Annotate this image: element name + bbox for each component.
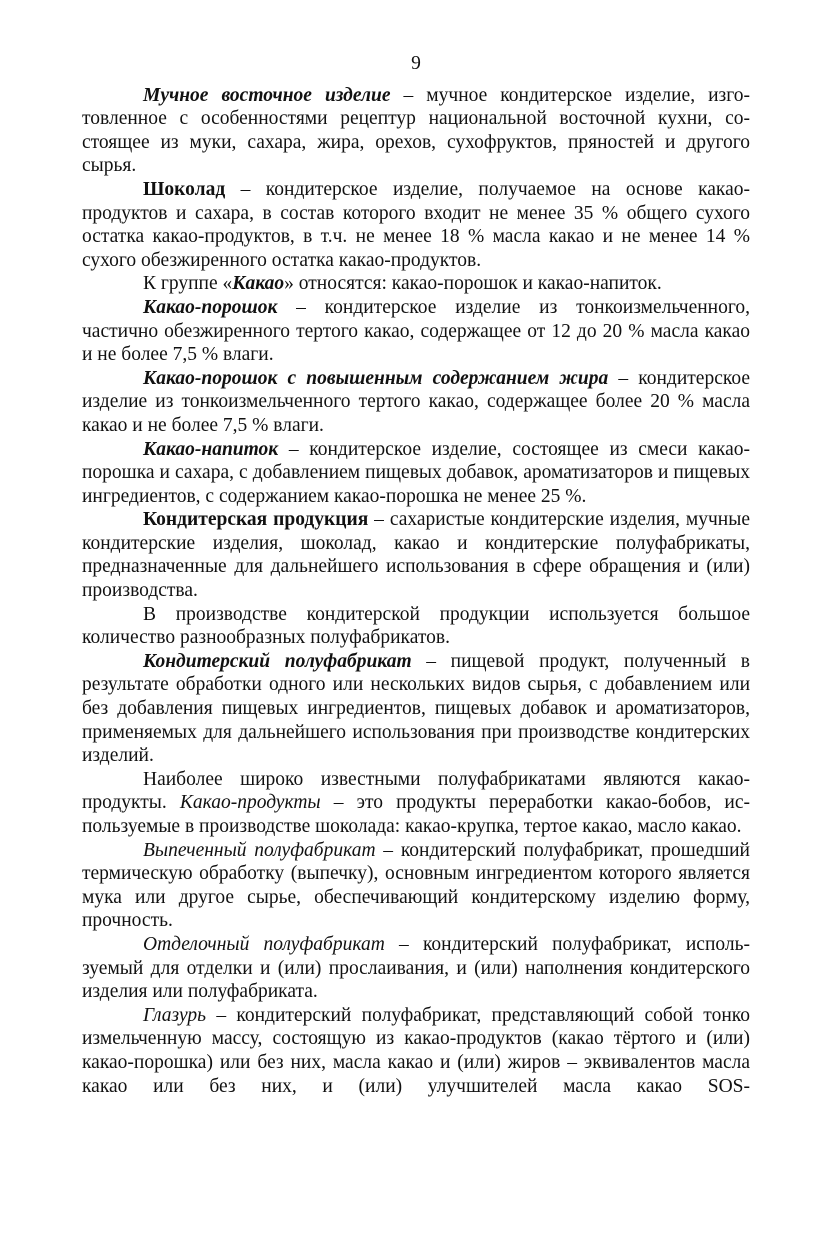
- paragraph-text: кондитерское изделие из тонкоизмельченного тертого какао, содержащее более 20 % масла какао и не более 7,5 % влаги.: [82, 367, 750, 436]
- term-separator: –: [320, 792, 357, 814]
- term-separator: –: [390, 84, 427, 106]
- paragraph-text: мучное кондитерское изделие, изготовленное с особенностями рецептур национальной восточной кухни, состоящее из муки, сахара, жира, орехов, сухофруктов, пряностей и другого сырья.: [82, 84, 751, 177]
- defined-term: Какао-напиток: [143, 438, 279, 460]
- paragraph-text: кондитерский полуфабрикат, прошедший термическую обработку (выпечку), основным ингредиентом которого является мука или другое сырье, обеспечивающий кондитерскому изделию форму, прочность.: [82, 839, 750, 932]
- paragraph: [82, 84, 750, 178]
- page-number: 9: [411, 53, 421, 74]
- defined-term: Мучное восточное изделие: [143, 84, 391, 106]
- paragraph-text: пищевой продукт, полученный в результате обработки одного или нескольких видов сырья, с добавлением или без добавления пищевых ингредиентов, пищевых добавок и ароматизаторов, применяемых для дальнейшего использования при производстве кондитерских изделий.: [82, 650, 751, 767]
- paragraph: [82, 438, 750, 509]
- defined-term: Глазурь: [143, 1004, 207, 1026]
- term-separator: –: [277, 296, 325, 318]
- defined-term: Кондитерская продукция: [143, 509, 369, 531]
- term-separator: –: [411, 650, 451, 672]
- paragraph-text: это продукты переработки какао-бобов, используемые в производстве шоколада: какао-крупка, тертое какао, масло какао.: [82, 792, 750, 837]
- paragraph-text: кондитерское изделие из тонкоизмельченного, частично обезжиренного тертого какао, содержащее от 12 до 20 % масла какао и не более 7,5 % влаги.: [82, 296, 750, 366]
- term-separator: –: [278, 438, 310, 460]
- defined-term: Шоколад: [143, 178, 226, 200]
- defined-term: Какао-порошок с повышенным содержанием жира: [143, 367, 609, 389]
- paragraph-text: сахаристые кондитерские изделия, мучные кондитерские изделия, шоколад, какао и кондитерские полуфабрикаты, предназначенные для дальнейшего использования в сфере обращения и (или) производства.: [82, 509, 751, 602]
- term-separator: –: [375, 839, 401, 861]
- paragraph-text: кондитерское изделие, состоящее из смеси какао-порошка и сахара, с добавлением пищевых добавок, ароматизаторов и пищевых ингредиентов, с содержанием какао-порошка не менее 25 %.: [82, 438, 751, 507]
- paragraph: [82, 768, 750, 839]
- paragraph: [82, 839, 750, 933]
- defined-term: Выпеченный полуфабрикат: [143, 839, 376, 861]
- term-separator: –: [206, 1004, 237, 1026]
- term-separator: »: [284, 273, 299, 295]
- paragraph-text: кондитерский полуфабрикат, представляющий собой тонко измельченную массу, состоящую из какао-продуктов (какао тёртого и (или) какао-порошка) или без них, масла какао и (или) жиров – эквивалентов масла какао или без них, и (или) улучшителей масла какао SOS-: [82, 1004, 750, 1097]
- paragraph: [82, 933, 750, 1004]
- paragraph-text: кондитерское изделие, получаемое на основе какао-продуктов и сахара, в состав которого входит не менее 35 % общего сухого остатка какао-продуктов, в т.ч. не менее 18 % масла какао и не менее 14 % сухого обезжиренного остатка какао-продуктов.: [82, 178, 751, 271]
- defined-term: Какао-порошок: [143, 296, 278, 318]
- defined-term: Какао-продукты: [179, 792, 321, 814]
- paragraph: [82, 272, 750, 296]
- term-separator: –: [225, 178, 266, 200]
- paragraph-text: относятся: какао-порошок и какао-напиток.: [298, 273, 662, 295]
- paragraph: [82, 178, 750, 272]
- defined-term: Какао: [232, 273, 285, 295]
- paragraph: [82, 650, 750, 768]
- defined-term: Отделочный полуфабрикат: [143, 933, 385, 955]
- paragraph: [82, 1004, 750, 1098]
- paragraph-lead-text: Наиболее широко известными полуфабрикатами являются какао-продукты.: [82, 768, 750, 814]
- term-separator: –: [368, 509, 390, 531]
- paragraph: [82, 367, 750, 438]
- document-body: [82, 84, 750, 1099]
- paragraph: [82, 603, 750, 650]
- paragraph-lead-text: К группе «: [143, 273, 233, 295]
- paragraph: [82, 296, 750, 367]
- paragraph-text: В производстве кондитерской продукции используется большое количество разнообразных полуфабрикатов.: [82, 603, 750, 649]
- document-page: [82, 52, 750, 1098]
- defined-term: Кондитерский полуфабрикат: [143, 650, 412, 672]
- term-separator: –: [608, 367, 639, 389]
- paragraph-text: кондитерский полуфабрикат, используемый для отделки и (или) прослаивания, и (или) наполнения кондитерского изделия или полуфабриката.: [82, 933, 750, 1003]
- paragraph: [82, 508, 750, 602]
- term-separator: –: [384, 933, 423, 955]
